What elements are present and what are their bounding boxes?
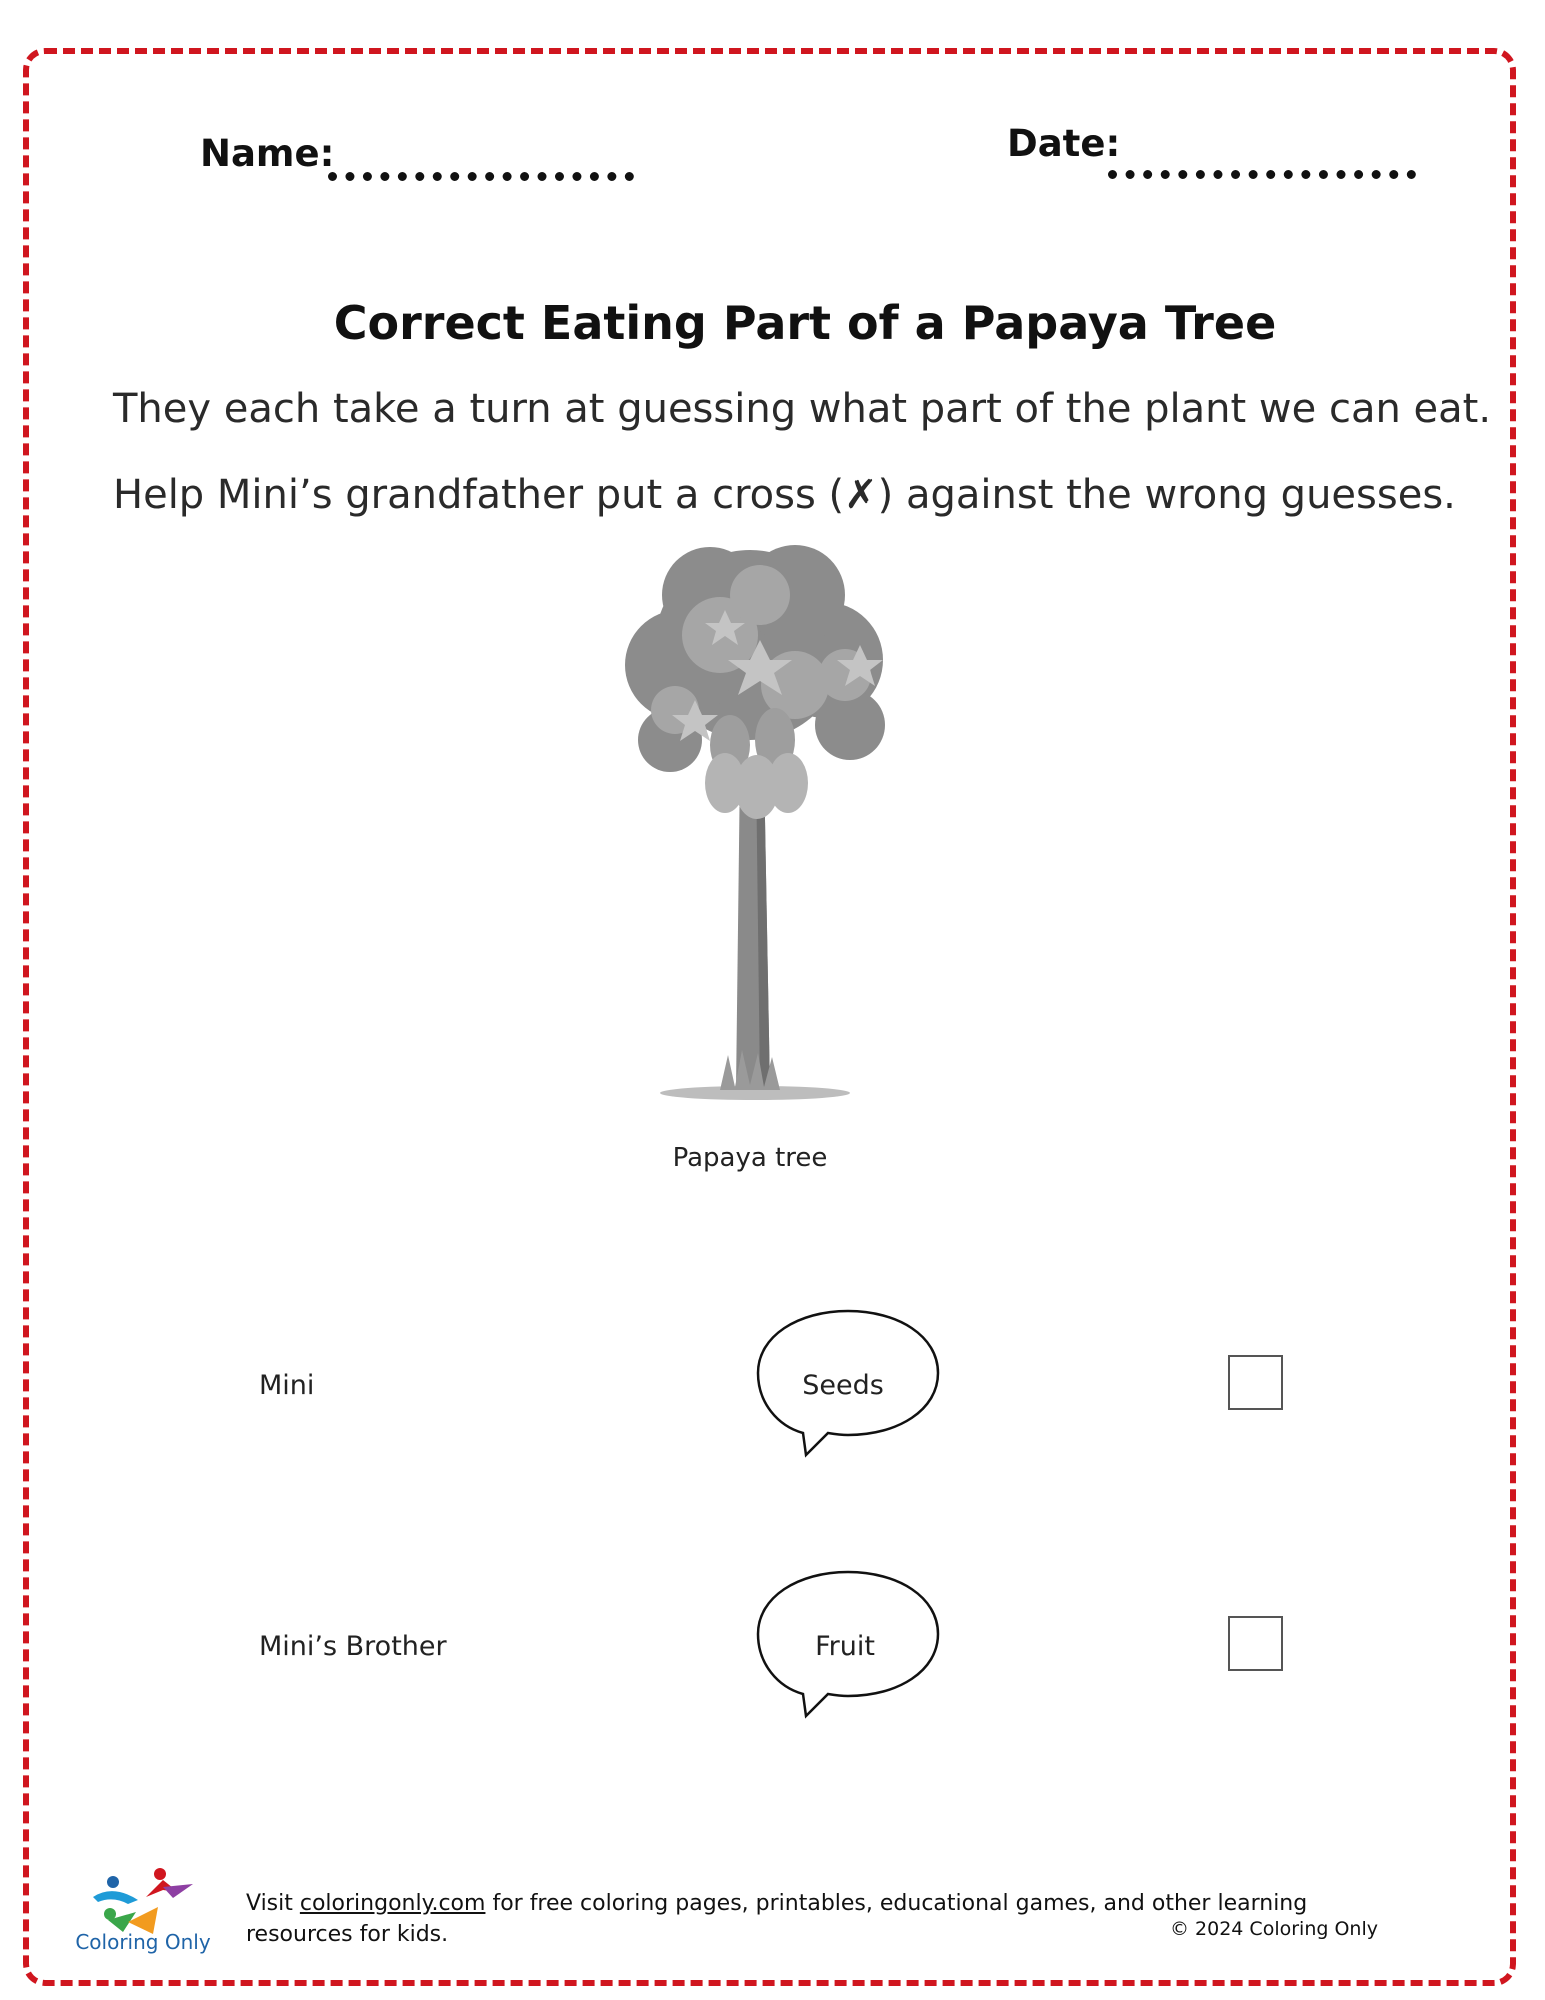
row-name-brother: Mini’s Brother: [259, 1631, 447, 1662]
coloringonly-link[interactable]: coloringonly.com: [299, 1891, 486, 1916]
copyright: © 2024 Coloring Only: [1170, 1918, 1378, 1940]
row-name-mini: Mini: [259, 1370, 315, 1401]
instruction-line-1: They each take a turn at guessing what part of the plant we can eat.: [113, 386, 1492, 432]
papaya-tree-image: [560, 535, 940, 1115]
name-label: Name:: [200, 132, 335, 175]
cross-checkbox-mini[interactable]: [1228, 1355, 1283, 1410]
cross-checkbox-brother[interactable]: [1228, 1616, 1283, 1671]
footer-visit-prefix: Visit: [246, 1891, 300, 1916]
guess-seeds: Seeds: [802, 1370, 884, 1401]
worksheet-title: Correct Eating Part of a Papaya Tree: [333, 296, 1277, 350]
date-field[interactable]: [1108, 170, 1416, 179]
instruction-line-2: Help Mini’s grandfather put a cross (✗) against the wrong guesses.: [113, 472, 1456, 518]
footer-visit-suffix: for free coloring pages, printables, educational games, and other learning resources for kids.: [246, 1891, 1308, 1947]
name-field[interactable]: [328, 172, 634, 181]
image-caption: Papaya tree: [672, 1143, 828, 1173]
guess-fruit: Fruit: [815, 1631, 875, 1662]
logo-text: Coloring Only: [75, 1930, 211, 1954]
date-label: Date:: [1007, 122, 1121, 165]
